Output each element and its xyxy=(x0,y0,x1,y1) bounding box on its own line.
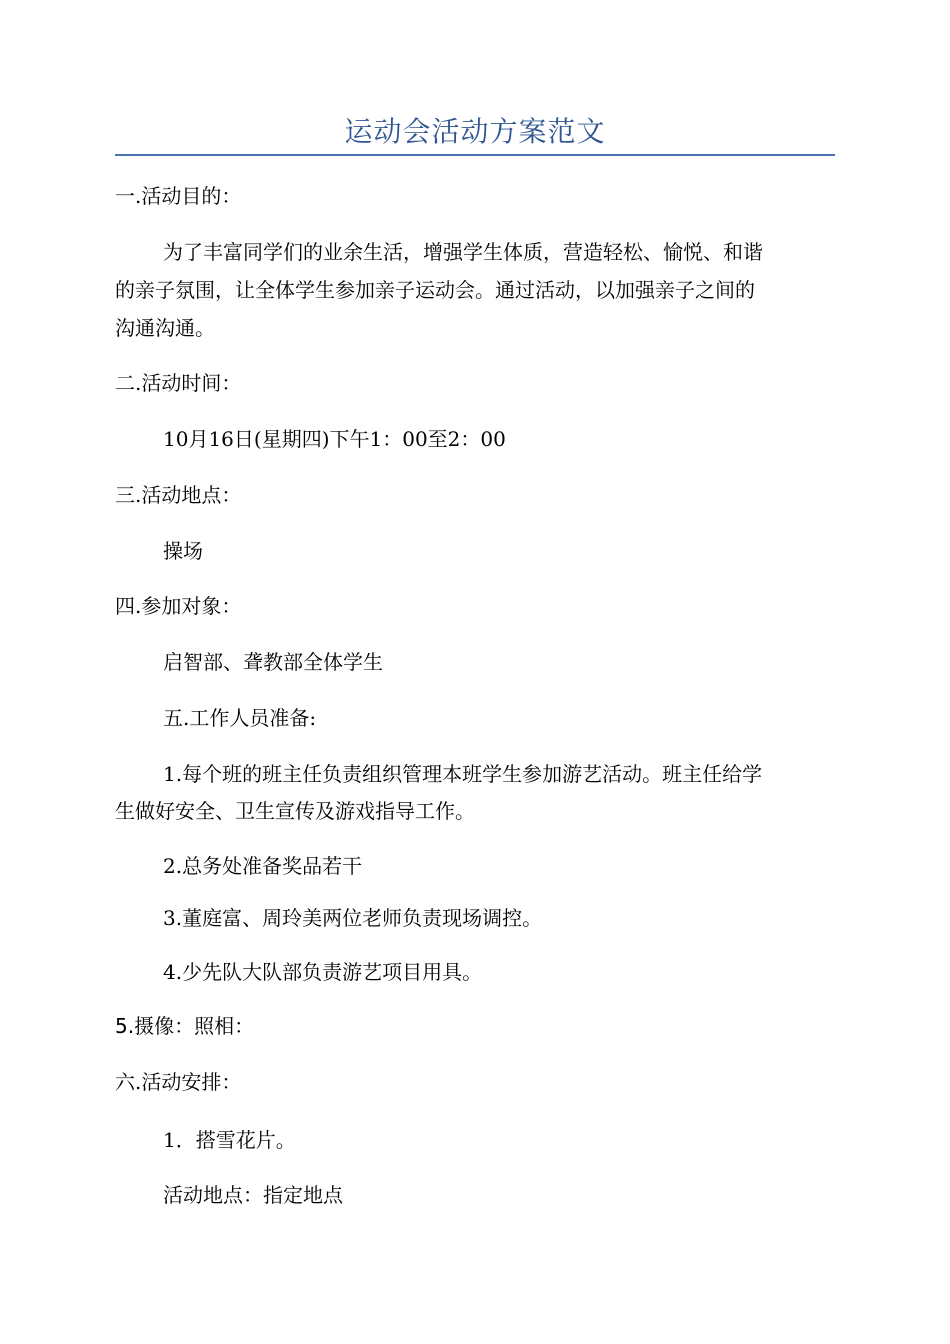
paragraph-purpose-line-1: 为了丰富同学们的业余生活，增强学生体质，营造轻松、愉悦、和谐 xyxy=(163,240,763,264)
staff-item-4: 4.少先队大队部负责游艺项目用具。 xyxy=(163,960,483,984)
staff-item-3: 3.董庭富、周玲美两位老师负责现场调控。 xyxy=(163,906,543,930)
staff-item-2: 2.总务处准备奖品若干 xyxy=(163,854,363,878)
activity-location-value: 操场 xyxy=(163,539,203,563)
title-underline xyxy=(115,154,835,156)
activity-time-value: 10月16日(星期四)下午1：00至2：00 xyxy=(163,427,506,451)
paragraph-purpose-line-3: 沟通沟通。 xyxy=(115,316,215,340)
staff-item-5: 5.摄像：照相： xyxy=(115,1014,255,1038)
schedule-item-1: 1．搭雪花片。 xyxy=(163,1128,296,1152)
heading-activity-schedule: 六.活动安排： xyxy=(115,1070,242,1094)
heading-activity-time: 二.活动时间： xyxy=(115,371,242,395)
participants-value: 启智部、聋教部全体学生 xyxy=(163,650,383,674)
heading-activity-location: 三.活动地点： xyxy=(115,483,242,507)
staff-item-1-line-1: 1.每个班的班主任负责组织管理本班学生参加游艺活动。班主任给学 xyxy=(163,762,763,786)
document-title: 运动会活动方案范文 xyxy=(344,115,606,148)
staff-item-1-line-2: 生做好安全、卫生宣传及游戏指导工作。 xyxy=(115,799,475,823)
paragraph-purpose-line-2: 的亲子氛围，让全体学生参加亲子运动会。通过活动，以加强亲子之间的 xyxy=(115,278,755,302)
heading-activity-purpose: 一.活动目的： xyxy=(115,184,242,208)
schedule-item-1-location: 活动地点：指定地点 xyxy=(163,1183,343,1207)
heading-participants: 四.参加对象： xyxy=(115,594,242,618)
heading-staff-preparation: 五.工作人员准备: xyxy=(163,706,317,730)
